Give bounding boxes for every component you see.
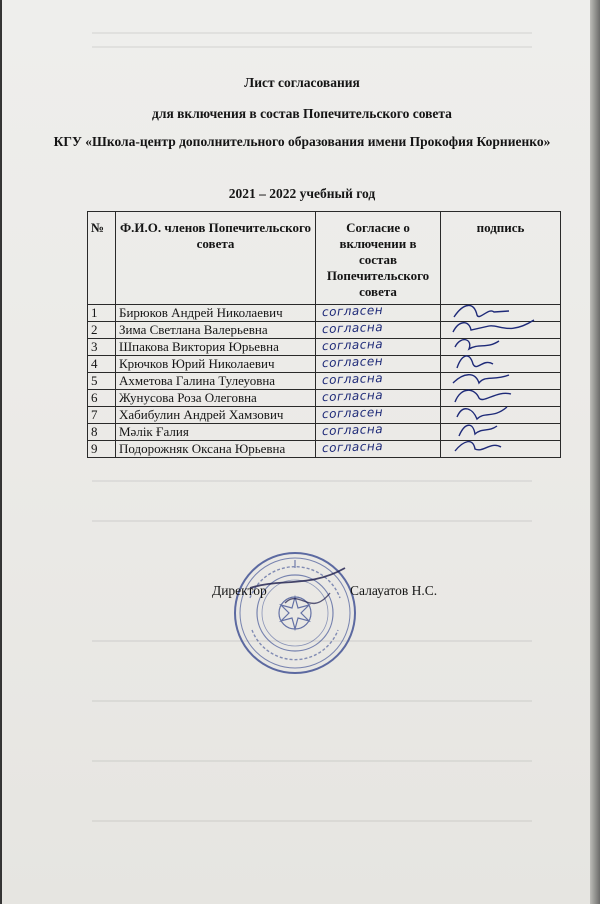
header-consent: Согласие о включении в состав Попечительского совета [316,212,441,305]
row-number: 7 [88,407,116,424]
bleed-through-line [92,32,532,34]
member-name: Подорожняк Оксана Юрьевна [116,441,316,458]
member-name: Жунусова Роза Олеговна [116,390,316,407]
table-row [88,441,561,458]
handwritten-consent: согласен [321,404,384,422]
handwritten-consent: согласна [321,370,384,388]
official-seal-stamp [230,548,360,678]
handwritten-consent: согласна [321,319,384,337]
member-name: Шпакова Виктория Юрьевна [116,339,316,356]
row-number: 2 [88,322,116,339]
director-name: Салауатов Н.С. [350,583,438,598]
document-title: Лист согласования [244,75,360,90]
handwritten-consent: согласна [321,387,384,405]
header-name: Ф.И.О. членов Попечительского совета [116,212,316,305]
director-title: Директор [212,583,267,598]
member-name: Ахметова Галина Тулеуовна [116,373,316,390]
member-name: Мәлік Ғалия [116,424,316,441]
handwritten-consent: согласен [321,353,384,371]
bleed-through-line [92,700,532,702]
row-number: 9 [88,441,116,458]
member-name: Хабибулин Андрей Хамзович [116,407,316,424]
row-number: 6 [88,390,116,407]
bleed-through-line [92,480,532,482]
row-number: 5 [88,373,116,390]
handwritten-signature [449,433,549,461]
handwritten-consent: согласна [321,336,384,354]
row-number: 4 [88,356,116,373]
document-page [2,0,590,904]
consent-cell [316,438,441,458]
row-number: 1 [88,305,116,322]
bleed-through-line [92,520,532,522]
bleed-through-line [92,46,532,48]
signature-cell [441,441,561,458]
row-number: 3 [88,339,116,356]
header-number: № [88,212,116,305]
header-signature: подпись [441,212,561,305]
member-name: Крючков Юрий Николаевич [116,356,316,373]
academic-year: 2021 – 2022 учебный год [228,186,376,201]
table-header-row [88,212,561,305]
document-subtitle: для включения в состав Попечительского совета [152,106,452,121]
handwritten-consent: согласен [321,302,384,320]
bleed-through-line [92,820,532,822]
member-name: Бирюков Андрей Николаевич [116,305,316,322]
handwritten-consent: согласна [321,421,384,439]
member-name: Зима Светлана Валерьевна [116,322,316,339]
organization-name: КГУ «Школа-центр дополнительного образования имени Прокофия Корниенко» [53,134,551,149]
approval-table [87,211,561,458]
paper-edge [590,0,600,904]
bleed-through-line [92,760,532,762]
handwritten-consent: согласна [321,438,384,456]
row-number: 8 [88,424,116,441]
